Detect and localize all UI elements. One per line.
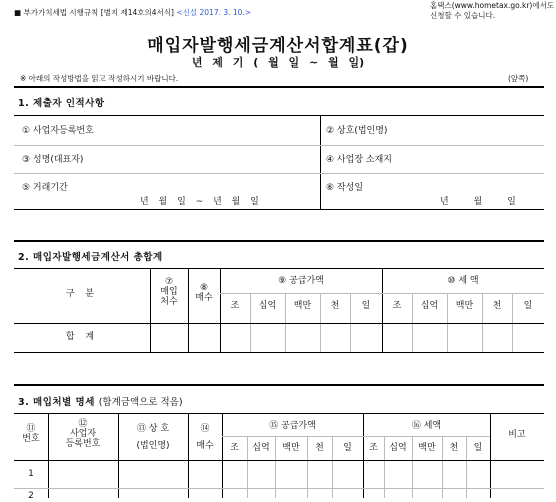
transaction-period-field[interactable]: ⑤ 거래기간 [22, 183, 68, 193]
col16-header: ⑯ 세액 [411, 421, 442, 431]
page-title: 매입자발행세금계산서합계표(갑) [147, 36, 409, 56]
unit-label: 조 [392, 301, 402, 311]
col11-label: 번호 [22, 433, 40, 444]
col13-label-1: ⑬ 상 호 [136, 424, 170, 434]
unit-label: 십억 [389, 443, 407, 453]
col14-header [188, 421, 222, 455]
representative-name-field[interactable]: ③ 성명(대표자) [22, 155, 84, 165]
rule [14, 173, 544, 174]
col14-number: ⑭ [200, 424, 210, 434]
unit-label: 십억 [420, 301, 439, 311]
business-address-field[interactable]: ④ 사업장 소재지 [326, 155, 392, 165]
hometax-line-1: 홈택스(www.hometax.go.kr)에서도 [430, 1, 555, 10]
total-row-label: 합 계 [65, 332, 95, 342]
col12-header [48, 420, 118, 450]
col12-number: ⑫ [78, 419, 88, 429]
section2-title: 2. 매입자발행세금계산서 총합계 [18, 252, 163, 263]
unit-label: 천 [330, 301, 340, 311]
divider [320, 115, 321, 209]
revision-date: <신설 2017. 3. 10.> [176, 8, 252, 17]
rule [14, 240, 544, 242]
col7-header [150, 278, 188, 308]
form-reference [14, 7, 251, 18]
unit-label: 조 [230, 443, 239, 453]
unit-label: 조 [230, 301, 240, 311]
col11-number: ⑪ [26, 424, 36, 434]
col11-header [14, 425, 48, 445]
rule [14, 384, 544, 386]
period-line: 년 제 기 ( 월 일 ~ 월 일) [191, 56, 365, 69]
created-date-value: 년 월 일 [440, 197, 516, 207]
unit-label: 천 [315, 443, 324, 453]
rule [14, 268, 544, 269]
col12-label-1: 사업자 [69, 428, 97, 439]
rule [220, 293, 544, 294]
rule [14, 115, 544, 116]
unit-label: 일 [523, 301, 533, 311]
section1-title: 1. 제출자 인적사항 [18, 98, 105, 109]
unit-label: 일 [361, 301, 371, 311]
section3-title-text: 3. 매입처별 명세 [18, 397, 95, 408]
unit-label: 천 [492, 301, 502, 311]
unit-label: 백만 [282, 443, 300, 453]
unit-label: 천 [449, 443, 459, 453]
rule [14, 488, 544, 489]
created-date-field[interactable]: ⑥ 작성일 [326, 183, 364, 193]
rule [14, 413, 544, 414]
divider [188, 268, 189, 352]
unit-label: 백만 [293, 301, 312, 311]
row-number: 2 [28, 491, 34, 501]
col14-label: 매수 [196, 441, 214, 452]
col15-header: ⑮ 공급가액 [269, 421, 316, 431]
col7-label-2: 처수 [160, 296, 178, 307]
instruction-note: ※ 아래의 작성방법을 읽고 작성하시기 바랍니다. [20, 74, 179, 83]
category-header: 구 분 [65, 289, 95, 299]
unit-label: 조 [369, 443, 378, 453]
rule [14, 209, 544, 210]
transaction-period-value: 년 월 일 ~ 년 월 일 [140, 197, 259, 207]
unit-label: 십억 [258, 301, 277, 311]
tax-amount-header: ⑩ 세 액 [447, 276, 479, 286]
rule [14, 86, 544, 88]
rule [14, 145, 544, 146]
hometax-note [430, 1, 554, 21]
col7-label-1: 매입 [160, 286, 178, 297]
rule [222, 436, 490, 437]
col12-label-2: 등록번호 [65, 438, 101, 449]
company-name-field[interactable]: ② 상호(법인명) [326, 126, 388, 136]
col13-header [118, 421, 188, 455]
col13-label-2: (법인명) [136, 441, 170, 452]
form-ref-text: ■ 부가가치세법 시행규칙 [별지 제14호의4서식] [14, 8, 174, 17]
rule [14, 352, 544, 353]
col8-label: 매수 [195, 292, 213, 303]
business-reg-number-field[interactable]: ① 사업자등록번호 [22, 126, 94, 136]
section3-subtitle: (합계금액으로 적음) [98, 397, 183, 408]
divider [490, 413, 491, 498]
unit-label: 백만 [455, 301, 474, 311]
row-number: 1 [28, 469, 34, 479]
unit-label: 백만 [418, 443, 436, 453]
unit-label: 일 [473, 443, 483, 453]
col7-number: ⑦ [164, 277, 174, 287]
supply-amount-header: ⑨ 공급가액 [278, 276, 324, 286]
rule [14, 460, 544, 461]
section3-title [18, 394, 183, 408]
unit-label: 일 [343, 443, 352, 453]
hometax-line-2: 신청할 수 있습니다. [430, 11, 496, 21]
col8-header [188, 284, 220, 304]
rule [14, 323, 544, 324]
col8-number: ⑧ [199, 283, 209, 293]
page-side-label: (앞쪽) [508, 74, 529, 83]
remark-header: 비고 [508, 430, 526, 440]
unit-label: 십억 [252, 443, 270, 453]
